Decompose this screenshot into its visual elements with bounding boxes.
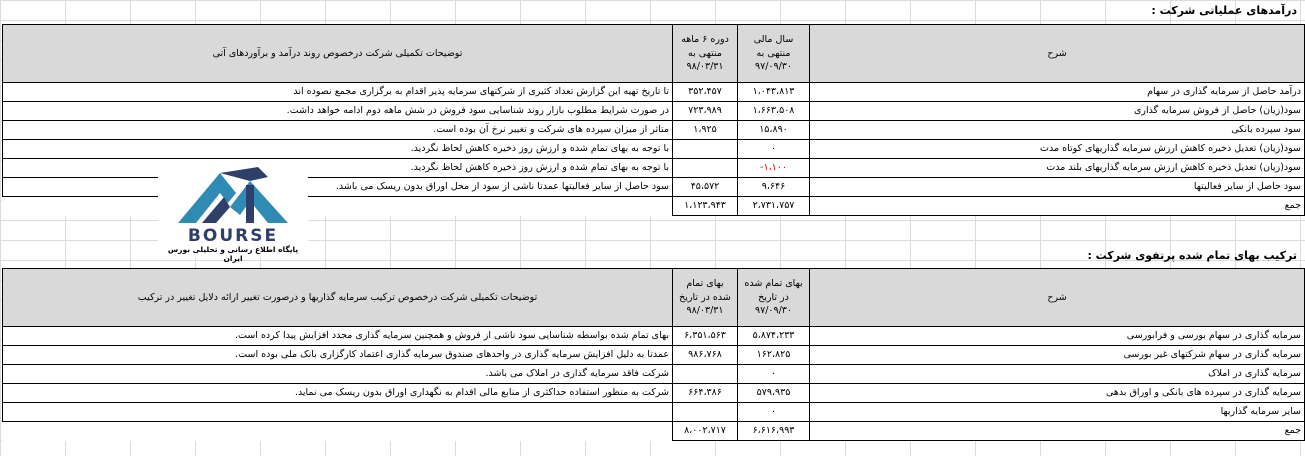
table-row xyxy=(3,403,1305,422)
row-label: سرمایه گذاری در سهام شرکتهای غیر بورسی xyxy=(810,346,1305,365)
table-row xyxy=(3,365,1305,384)
row-value-col2 xyxy=(673,140,738,159)
row-note: شرکت به منظور استفاده حداکثری از منابع مالی اقدام به نگهداری اوراق بدون ریسک می نماید. xyxy=(3,384,673,403)
row-label: درآمد حاصل از سرمایه گذاری در سهام xyxy=(810,83,1305,102)
row-note: سود حاصل از سایر فعالیتها عمدتا ناشی از سود از محل اوراق بدون ریسک می باشد. xyxy=(3,178,673,197)
logo-brand-text: BOURSE xyxy=(187,226,279,246)
total-label: جمع xyxy=(810,197,1305,216)
row-note: با توجه به بهای تمام شده و ارزش روز ذخیره کاهش لحاظ نگردید. xyxy=(3,140,673,159)
row-value-col2 xyxy=(673,403,738,422)
row-note xyxy=(3,403,673,422)
row-note: با توجه به بهای تمام شده و ارزش روز ذخیره کاهش لحاظ نگردید. xyxy=(3,159,673,178)
table-row xyxy=(3,346,1305,365)
row-value-col2 xyxy=(673,159,738,178)
bourse-logo xyxy=(158,163,308,263)
section-title-portfolio: ترکیب بهای تمام شده پرتفوی شرکت : xyxy=(1087,249,1297,262)
row-value-col2: ۳۵۲،۴۵۷ xyxy=(673,83,738,102)
row-value-col1: ۱،۶۶۳،۵۰۸ xyxy=(738,102,810,121)
row-note: تا تاریخ تهیه این گزارش تعداد کثیری از شرکتهای سرمایه پذیر اقدام به برگزاری مجمع نصوده اند xyxy=(3,83,673,102)
table-row xyxy=(3,327,1305,346)
row-value-col1: ۱،۰۴۳،۸۱۳ xyxy=(738,83,810,102)
row-value-col2: ۱،۹۲۵ xyxy=(673,121,738,140)
total-value-col2: ۱،۱۲۳،۹۴۳ xyxy=(673,197,738,216)
row-note: عمدتا به دلیل افزایش سرمایه گذاری در واحدهای صندوق سرمایه گذاری اعتماد کارگزاری بانک ملی بوده است. xyxy=(3,346,673,365)
row-note: بهای تمام شده بواسطه شناسایی سود ناشی از فروش و همچنین سرمایه گذاری مجدد افزایش پیدا کرده است. xyxy=(3,327,673,346)
row-label: سود(زیان) تعدیل ذخیره کاهش ارزش سرمایه گذاریهای کوتاه مدت xyxy=(810,140,1305,159)
row-value-col1: ۱۵،۸۹۰ xyxy=(738,121,810,140)
logo-tagline: پایگاه اطلاع رسانی و تحلیلی بورس ایران xyxy=(167,245,299,263)
total-label: جمع xyxy=(810,422,1305,441)
table-row xyxy=(3,121,1305,140)
row-value-col2: ۹۸۶،۷۶۸ xyxy=(673,346,738,365)
logo-mark-icon xyxy=(158,163,308,227)
row-value-col2 xyxy=(673,365,738,384)
row-note: شرکت فاقد سرمایه گذاری در املاک می باشد. xyxy=(3,365,673,384)
row-value-col2: ۷۲۳،۹۸۹ xyxy=(673,102,738,121)
header-col2: دوره ۶ ماهه منتهی به ۹۸/۰۳/۳۱ xyxy=(673,25,738,83)
empty-cell xyxy=(3,422,673,441)
row-label: سود(زیان) تعدیل ذخیره کاهش ارزش سرمایه گذاریهای بلند مدت xyxy=(810,159,1305,178)
header-desc: شرح xyxy=(810,25,1305,83)
total-row xyxy=(3,422,1305,441)
row-value-col1: ۵،۸۷۴،۲۳۳ xyxy=(738,327,810,346)
row-label: سود سپرده بانکی xyxy=(810,121,1305,140)
total-value-col1: ۲،۷۳۱،۷۵۷ xyxy=(738,197,810,216)
total-value-col1: ۶،۶۱۶،۹۹۳ xyxy=(738,422,810,441)
section-title-operating-income: درآمدهای عملیاتی شرکت : xyxy=(1151,4,1297,17)
row-value-col1: ۰ xyxy=(738,403,810,422)
row-value-col1: ۰ xyxy=(738,365,810,384)
header-col2: بهای تمام شده در تاریخ ۹۸/۰۳/۳۱ xyxy=(673,269,738,327)
row-value-col1: ۹،۶۴۶ xyxy=(738,178,810,197)
row-note: در صورت شرایط مطلوب بازار روند شناسایی سود فروش در شش ماهه دوم ادامه خواهد داشت. xyxy=(3,102,673,121)
row-value-col1-negative: -۱،۱۰۰ xyxy=(738,159,810,178)
table-header-row xyxy=(3,269,1305,327)
header-col1: سال مالی منتهی به ۹۷/۰۹/۳۰ xyxy=(738,25,810,83)
row-label: سرمایه گذاری در سهام بورسی و فرابورسی xyxy=(810,327,1305,346)
row-label: سود حاصل از سایر فعالیتها xyxy=(810,178,1305,197)
table-header-row xyxy=(3,25,1305,83)
header-desc: شرح xyxy=(810,269,1305,327)
row-value-col1: ۱۶۲،۸۲۵ xyxy=(738,346,810,365)
row-value-col1: ۵۷۹،۹۳۵ xyxy=(738,384,810,403)
row-value-col2: ۶۶۴،۳۸۶ xyxy=(673,384,738,403)
empty-cell xyxy=(3,197,673,216)
row-label: سایر سرمایه گذاریها xyxy=(810,403,1305,422)
table-row xyxy=(3,140,1305,159)
header-notes: توضیحات تکمیلی شرکت درخصوص روند درآمد و برآوردهای آتی xyxy=(3,25,673,83)
row-note: متاثر از میزان سپرده های شرکت و تغییر نرخ آن بوده است. xyxy=(3,121,673,140)
row-label: سود(زیان) حاصل از فروش سرمایه گذاری xyxy=(810,102,1305,121)
table-row xyxy=(3,384,1305,403)
row-label: سرمایه گذاری در املاک xyxy=(810,365,1305,384)
table-row xyxy=(3,83,1305,102)
header-notes: توضیحات تکمیلی شرکت درخصوص ترکیب سرمایه گذاریها و درصورت تغییر ارائه دلایل تغییر در ترکیب xyxy=(3,269,673,327)
table-row xyxy=(3,102,1305,121)
total-value-col2: ۸،۰۰۲،۷۱۷ xyxy=(673,422,738,441)
row-value-col2: ۴۵،۵۷۲ xyxy=(673,178,738,197)
row-value-col1: ۰ xyxy=(738,140,810,159)
portfolio-cost-table xyxy=(2,268,1305,441)
header-col1: بهای تمام شده در تاریخ ۹۷/۰۹/۳۰ xyxy=(738,269,810,327)
row-value-col2: ۶،۳۵۱،۵۶۳ xyxy=(673,327,738,346)
row-label: سرمایه گذاری در سپرده های بانکی و اوراق بدهی xyxy=(810,384,1305,403)
